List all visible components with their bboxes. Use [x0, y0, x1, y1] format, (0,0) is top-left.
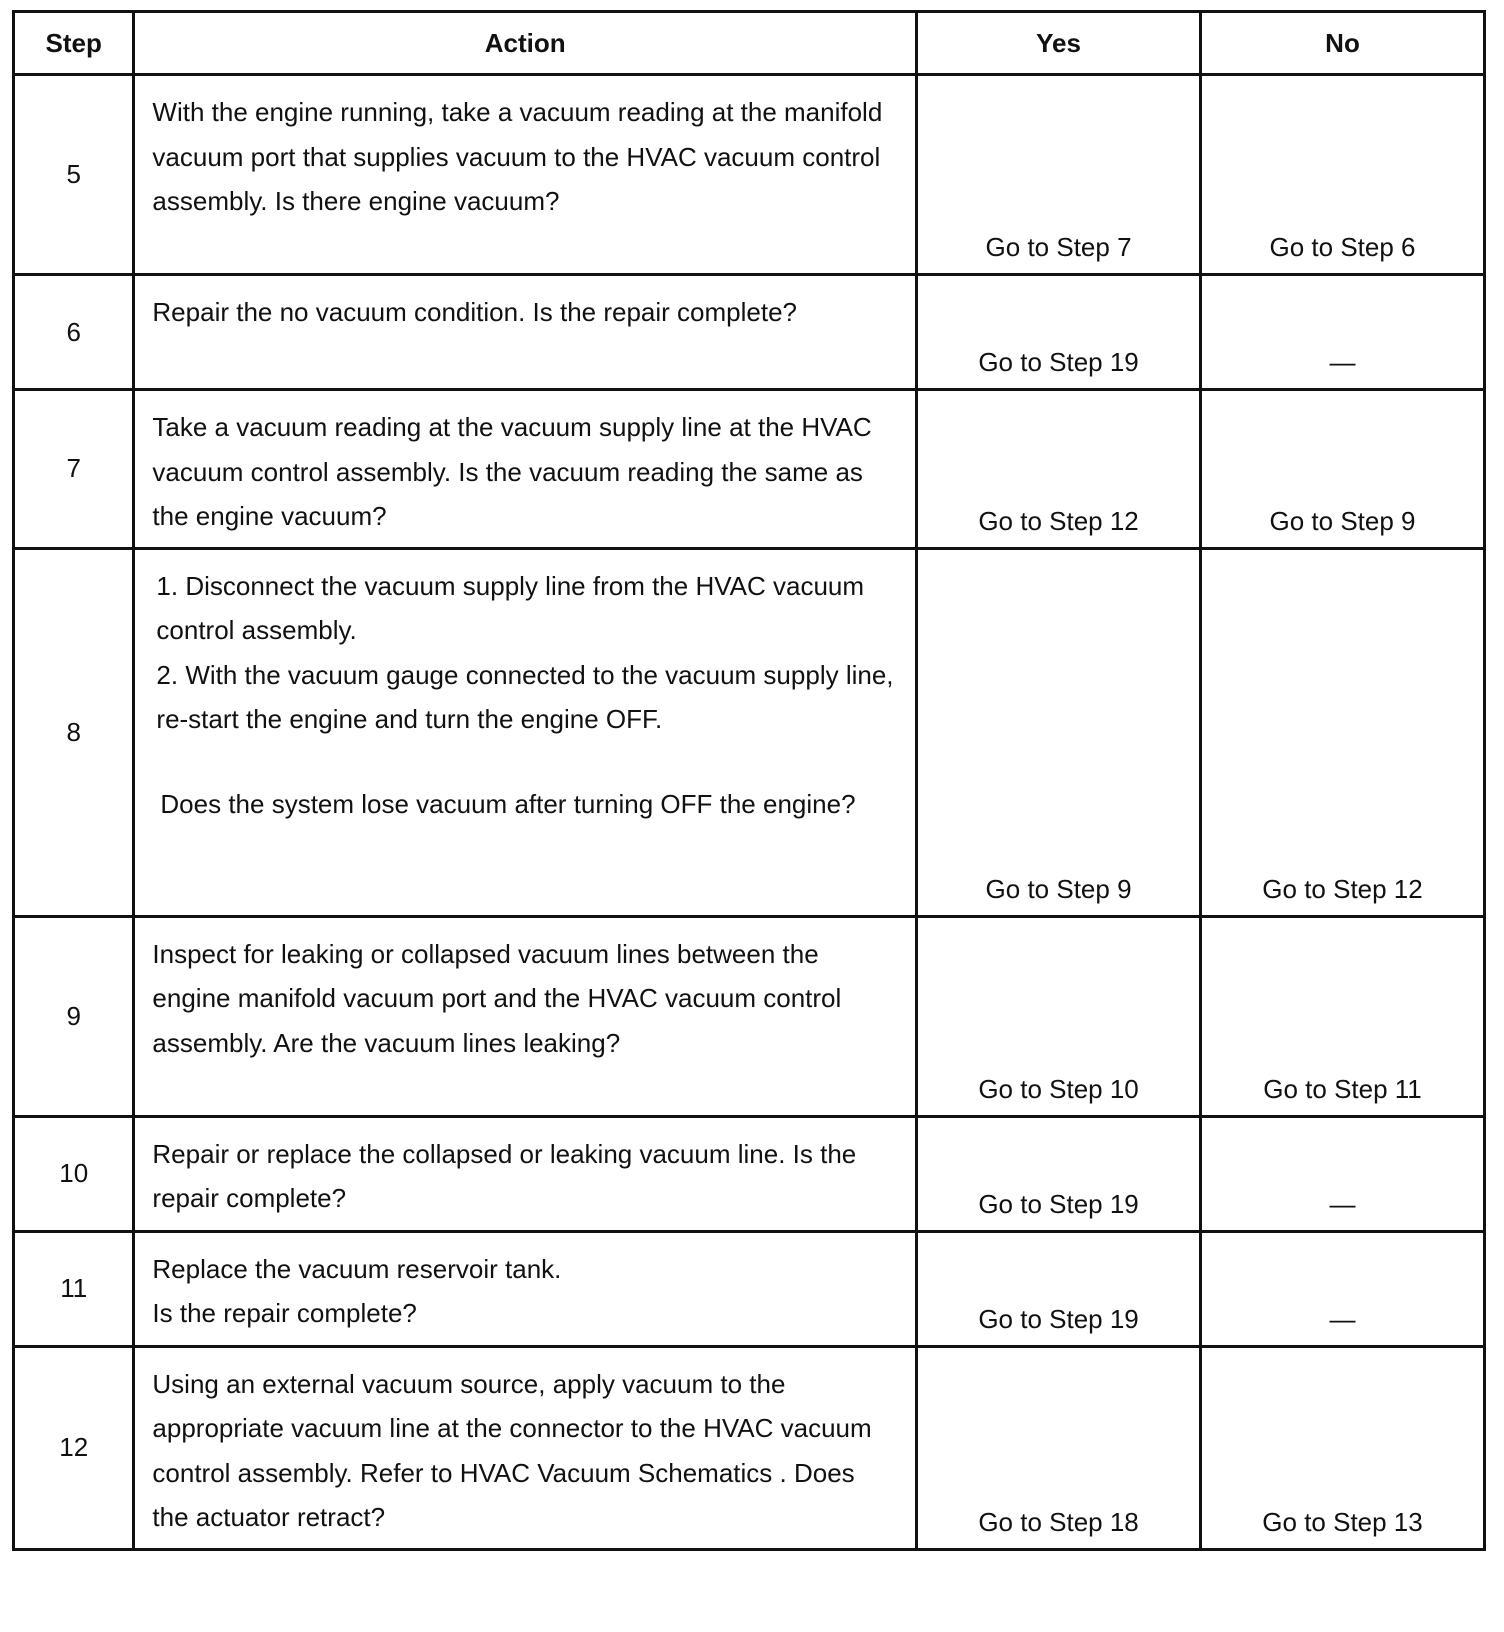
action-text: Inspect for leaking or collapsed vacuum lines between the engine manifold vacuum port and the HVAC vacuum control assembly. Are the vacuum lines leaking? [134, 916, 917, 1116]
action-list-item: 1. Disconnect the vacuum supply line from the HVAC vacuum control assembly. [156, 570, 865, 645]
action-text: Repair the no vacuum condition. Is the repair complete? [134, 275, 917, 390]
action-text: Take a vacuum reading at the vacuum supply line at the HVAC vacuum control assembly. Is the vacuum reading the same as the engine vacuum? [134, 390, 917, 549]
action-line: Replace the vacuum reservoir tank. [152, 1253, 562, 1284]
no-result: Go to Step 11 [1201, 916, 1485, 1116]
no-result: — [1201, 275, 1485, 390]
no-result: Go to Step 12 [1201, 548, 1485, 916]
step-number: 5 [14, 75, 134, 275]
action-text: Repair or replace the collapsed or leaking vacuum line. Is the repair complete? [134, 1116, 917, 1231]
no-result: — [1201, 1231, 1485, 1346]
yes-result: Go to Step 12 [917, 390, 1201, 549]
yes-result: Go to Step 19 [917, 1116, 1201, 1231]
yes-result: Go to Step 18 [917, 1346, 1201, 1549]
diagnostic-table [12, 10, 1486, 1551]
yes-result: Go to Step 10 [917, 916, 1201, 1116]
action-text [134, 548, 917, 916]
step-number: 9 [14, 916, 134, 1116]
action-question: Does the system lose vacuum after turning OFF the engine? [160, 788, 856, 819]
header-yes: Yes [917, 12, 1201, 75]
step-number: 12 [14, 1346, 134, 1549]
table-row [14, 275, 1485, 390]
header-no: No [1201, 12, 1485, 75]
yes-result: Go to Step 9 [917, 548, 1201, 916]
header-step: Step [14, 12, 134, 75]
action-text: With the engine running, take a vacuum reading at the manifold vacuum port that supplies vacuum to the HVAC vacuum control assembly. Is there engine vacuum? [134, 75, 917, 275]
action-text [134, 1231, 917, 1346]
table-row [14, 75, 1485, 275]
step-number: 8 [14, 548, 134, 916]
table-header-row [14, 12, 1485, 75]
action-spacer [152, 742, 895, 782]
table-row [14, 1231, 1485, 1346]
yes-result: Go to Step 19 [917, 275, 1201, 390]
action-line: Is the repair complete? [152, 1298, 417, 1328]
yes-result: Go to Step 19 [917, 1231, 1201, 1346]
header-action: Action [134, 12, 917, 75]
yes-result: Go to Step 7 [917, 75, 1201, 275]
step-number: 10 [14, 1116, 134, 1231]
action-text: Using an external vacuum source, apply vacuum to the appropriate vacuum line at the connector to the HVAC vacuum control assembly. Refer to HVAC Vacuum Schematics . Does the actuator retract? [134, 1346, 917, 1549]
table-row [14, 548, 1485, 916]
table-row [14, 1346, 1485, 1549]
step-number: 7 [14, 390, 134, 549]
step-number: 11 [14, 1231, 134, 1346]
table-row [14, 390, 1485, 549]
no-result: — [1201, 1116, 1485, 1231]
step-number: 6 [14, 275, 134, 390]
no-result: Go to Step 6 [1201, 75, 1485, 275]
table-row [14, 1116, 1485, 1231]
table-row [14, 916, 1485, 1116]
action-list-item: 2. With the vacuum gauge connected to the vacuum supply line, re-start the engine and turn the engine OFF. [156, 659, 894, 734]
no-result: Go to Step 9 [1201, 390, 1485, 549]
no-result: Go to Step 13 [1201, 1346, 1485, 1549]
